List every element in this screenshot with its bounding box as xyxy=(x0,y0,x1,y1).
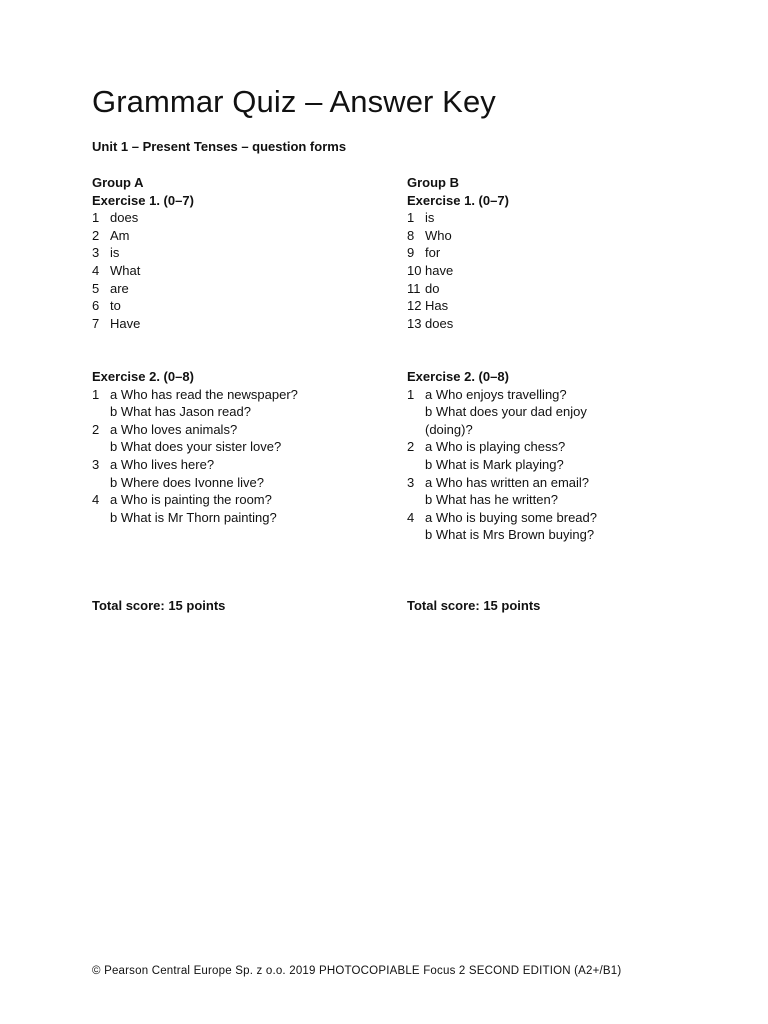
item-answer: to xyxy=(110,298,121,314)
copyright-footer: © Pearson Central Europe Sp. z o.o. 2019 PHOTOCOPIABLE Focus 2 SECOND EDITION (A2+/B1) xyxy=(92,965,622,977)
item-number: 5 xyxy=(92,280,100,296)
item-answer: Am xyxy=(110,227,130,243)
question-a: a Who enjoys travelling? xyxy=(425,386,567,402)
question-b: b What does your sister love? xyxy=(110,439,282,455)
list-item xyxy=(92,209,194,227)
group-a-exercise-1 xyxy=(92,174,194,332)
group-a-ex1-heading: Exercise 1. (0–7) xyxy=(92,192,194,208)
item-answer: What xyxy=(110,262,141,278)
question-b: b What is Mark playing? xyxy=(425,456,564,472)
list-item xyxy=(407,262,509,280)
item-number: 4 xyxy=(92,262,100,278)
group-a-heading: Group A xyxy=(92,175,144,190)
page-title: Grammar Quiz – Answer Key xyxy=(92,84,496,119)
group-b-ex2-heading: Exercise 2. (0–8) xyxy=(407,369,509,384)
list-item xyxy=(407,438,597,456)
item-number: 2 xyxy=(92,227,100,243)
question-b: b Where does Ivonne live? xyxy=(110,474,264,490)
item-number: 11 xyxy=(407,280,421,296)
item-answer: does xyxy=(425,315,454,331)
list-item xyxy=(407,209,509,227)
list-item xyxy=(407,474,597,492)
list-item xyxy=(92,386,298,404)
item-answer: does xyxy=(110,210,139,226)
list-item xyxy=(92,491,298,509)
list-item xyxy=(92,315,194,333)
question-b: b What has Jason read? xyxy=(110,404,251,420)
item-number: 6 xyxy=(92,298,100,314)
group-b-ex1-heading: Exercise 1. (0–7) xyxy=(407,192,509,208)
group-b-total-score: Total score: 15 points xyxy=(407,598,541,613)
question-b: b What has he written? xyxy=(425,492,558,508)
list-item xyxy=(92,244,194,262)
list-item xyxy=(92,456,298,474)
group-b-exercise-2 xyxy=(407,368,597,544)
item-answer: is xyxy=(110,245,120,261)
list-item xyxy=(407,297,509,315)
question-a: a Who is buying some bread? xyxy=(425,509,597,525)
item-number: 4 xyxy=(92,492,100,508)
list-item xyxy=(407,227,509,245)
item-answer: Who xyxy=(425,227,452,243)
item-number: 3 xyxy=(92,456,100,472)
group-b-exercise-1 xyxy=(407,174,509,332)
item-number: 8 xyxy=(407,227,415,243)
item-number: 4 xyxy=(407,509,415,525)
group-a-exercise-2 xyxy=(92,368,298,526)
list-item xyxy=(92,297,194,315)
question-a: a Who is painting the room? xyxy=(110,492,272,508)
question-b: b What is Mr Thorn painting? xyxy=(110,509,277,525)
list-item xyxy=(407,509,597,527)
unit-subtitle: Unit 1 – Present Tenses – question forms xyxy=(92,139,347,154)
list-item xyxy=(407,244,509,262)
list-item xyxy=(407,386,597,404)
list-item xyxy=(407,315,509,333)
group-a-ex2-heading: Exercise 2. (0–8) xyxy=(92,369,194,384)
list-item xyxy=(92,227,194,245)
item-number: 1 xyxy=(407,386,415,402)
question-a: a Who lives here? xyxy=(110,456,215,472)
item-number: 2 xyxy=(92,421,100,437)
item-answer: is xyxy=(425,210,435,226)
item-number: 1 xyxy=(92,386,100,402)
question-b: b What does your dad enjoy xyxy=(425,404,587,420)
item-number: 12 xyxy=(407,298,422,314)
item-number: 13 xyxy=(407,315,422,331)
question-a: a Who is playing chess? xyxy=(425,439,566,455)
list-item xyxy=(407,280,509,298)
item-answer: have xyxy=(425,262,454,278)
item-answer: for xyxy=(425,245,441,261)
item-number: 7 xyxy=(92,315,100,331)
group-b-heading: Group B xyxy=(407,175,459,190)
item-answer: Has xyxy=(425,298,449,314)
item-number: 1 xyxy=(92,210,100,226)
item-number: 3 xyxy=(92,245,100,261)
item-number: 9 xyxy=(407,245,415,261)
list-item xyxy=(92,280,194,298)
item-answer: Have xyxy=(110,315,141,331)
item-number: 3 xyxy=(407,474,415,490)
list-item xyxy=(92,421,298,439)
item-number: 10 xyxy=(407,262,422,278)
group-a-total-score: Total score: 15 points xyxy=(92,598,226,613)
item-number: 1 xyxy=(407,210,415,226)
question-a: a Who loves animals? xyxy=(110,421,238,437)
question-b: b What is Mrs Brown buying? xyxy=(425,527,595,543)
list-item xyxy=(92,262,194,280)
question-a: a Who has written an email? xyxy=(425,474,590,490)
item-number: 2 xyxy=(407,439,415,455)
item-answer: are xyxy=(110,280,129,296)
question-a: a Who has read the newspaper? xyxy=(110,386,298,402)
item-answer: do xyxy=(425,280,440,296)
question-b-continued: (doing)? xyxy=(425,421,473,437)
